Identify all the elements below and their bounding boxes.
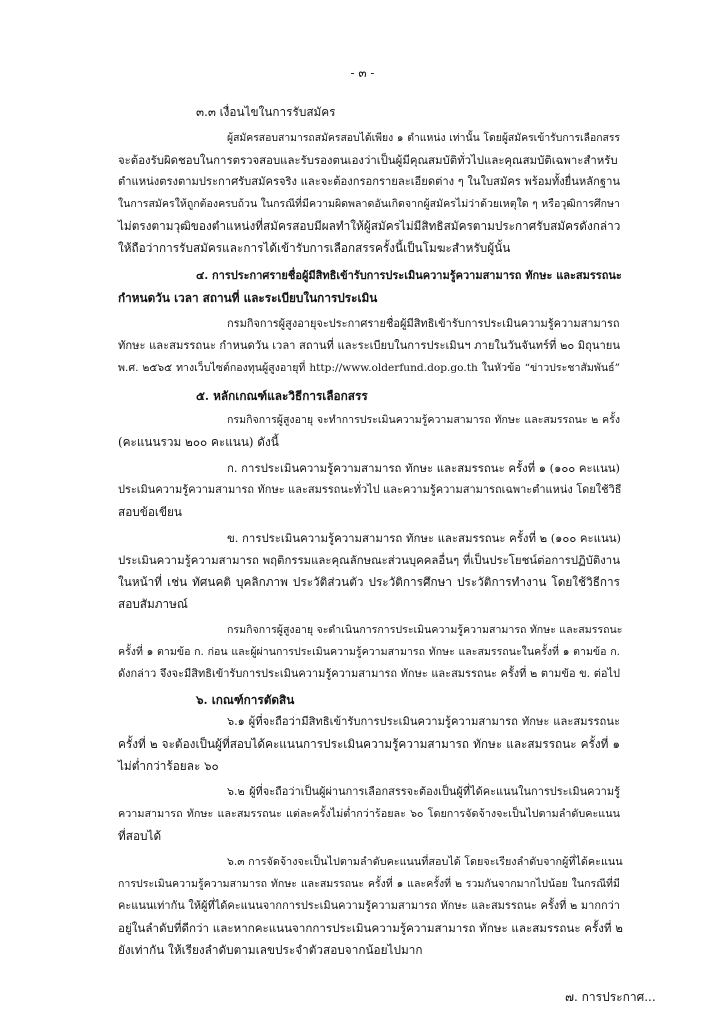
paragraph-line: กรมกิจการผู้สูงอายุ จะทำการประเมินความรู้ความสามารถ ทักษะ และสมรรถนะ ๒ ครั้ง: [227, 414, 620, 426]
paragraph-line: กรมกิจการผู้สูงอายุจะประกาศรายชื่อผู้มีสิทธิเข้ารับการประเมินความรู้ความสามารถ: [227, 317, 620, 330]
paragraph-line: ดังกล่าว จึงจะมีสิทธิเข้ารับการประเมินความรู้ความสามารถ ทักษะ และสมรรถนะ ครั้งที่ ๒ ตามข้อ ข. ต่อไป: [118, 667, 620, 680]
section-5-heading: ๕. หลักเกณฑ์และวิธีการเลือกสรร: [196, 389, 368, 403]
paragraph-line: จะต้องรับผิดชอบในการตรวจสอบและรับรองตนเองว่าเป็นผู้มีคุณสมบัติทั่วไปและคุณสมบัติเฉพาะสำหรับ: [118, 153, 618, 167]
section-3-3-heading: ๓.๓ เงื่อนไขในการรับสมัคร: [196, 105, 336, 119]
paragraph-line: ประเมินความรู้ความสามารถ พฤติกรรมและคุณลักษณะส่วนบุคคลอื่นๆ ที่เป็นประโยชน์ต่อการปฏิบัติงาน: [118, 553, 620, 567]
paragraph-line: (คะแนนรวม ๒๐๐ คะแนน) ดังนี้: [118, 435, 279, 449]
paragraph-line: ในการสมัครให้ถูกต้องครบถ้วน ในกรณีที่มีความผิดพลาดอันเกิดจากผู้สมัครไม่ว่าด้วยเหตุใด ๆ หรือวุฒิการศึกษา: [118, 198, 620, 210]
paragraph-line: ครั้งที่ ๒ จะต้องเป็นผู้ที่สอบได้คะแนนการประเมินความรู้ความสามารถ ทักษะ และสมรรถนะ ครั้งที่ ๑: [118, 737, 620, 751]
paragraph-line: ไม่ต่ำกว่าร้อยละ ๖๐: [118, 759, 219, 773]
paragraph-line: ตำแหน่งตรงตามประกาศรับสมัครจริง และจะต้องกรอกรายละเอียดต่าง ๆ ในใบสมัคร พร้อมทั้งยื่นหลักฐาน: [118, 175, 620, 188]
paragraph-line: ๖.๓ การจัดจ้างจะเป็นไปตามลำดับคะแนนที่สอบได้ โดยจะเรียงลำดับจากผู้ที่ได้คะแนน: [227, 855, 623, 868]
paragraph-line: สอบสัมภาษณ์: [118, 597, 188, 611]
paragraph-line: กรมกิจการผู้สูงอายุ จะดำเนินการการประเมินความรู้ความสามารถ ทักษะ และสมรรถนะ: [227, 624, 623, 636]
paragraph-line: ข. การประเมินความรู้ความสามารถ ทักษะ และสมรรถนะ ครั้งที่ ๒ (๑๐๐ คะแนน): [227, 531, 622, 545]
paragraph-line: ๖.๑ ผู้ที่จะถือว่ามีสิทธิเข้ารับการประเมินความรู้ความสามารถ ทักษะ และสมรรถนะ: [227, 715, 620, 728]
paragraph-line: การประเมินความรู้ความสามารถ ทักษะ และสมรรถนะ ครั้งที่ ๑ และครั้งที่ ๒ รวมกันจากมากไปน้อย ในกรณีที่มี: [118, 878, 620, 890]
paragraph-line: ให้ถือว่าการรับสมัครและการได้เข้ารับการเลือกสรรครั้งนี้เป็นโมฆะสำหรับผู้นั้น: [118, 241, 511, 255]
paragraph-line: ในหน้าที่ เช่น ทัศนคติ บุคลิกภาพ ประวัติส่วนตัว ประวัติการศึกษา ประวัติการทำงาน โดยใช้วิธีการ: [118, 575, 620, 589]
paragraph-line: ความสามารถ ทักษะ และสมรรถนะ แต่ละครั้งไม่ต่ำกว่าร้อยละ ๖๐ โดยการจัดจ้างจะเป็นไปตามลำดับคะแนน: [118, 807, 620, 820]
paragraph-line: ครั้งที่ ๑ ตามข้อ ก. ก่อน และผู้ผ่านการประเมินความรู้ความสามารถ ทักษะ และสมรรถนะในครั้งที่ ๑ ตามข้อ ก.: [118, 646, 620, 658]
section-4-heading: ๔. การประกาศรายชื่อผู้มีสิทธิเข้ารับการประเมินความรู้ความสามารถ ทักษะ และสมรรถนะ: [196, 269, 622, 282]
paragraph-line: คะแนนเท่ากัน ให้ผู้ที่ได้คะแนนจากการประเมินความรู้ความสามารถ ทักษะ และสมรรถนะ ครั้งที่ ๒ มากกว่า: [118, 899, 620, 912]
paragraph-line: ๖.๒ ผู้ที่จะถือว่าเป็นผู้ผ่านการเลือกสรรจะต้องเป็นผู้ที่ได้คะแนนในการประเมินความรู้: [227, 785, 620, 798]
paragraph-line: ประเมินความรู้ความสามารถ ทักษะ และสมรรถนะทั่วไป และความรู้ความสามารถเฉพาะตำแหน่ง โดยใช้วิธี: [118, 483, 622, 496]
paragraph-line: ไม่ตรงตามวุฒิของตำแหน่งที่สมัครสอบมีผลทำให้ผู้สมัครไม่มีสิทธิสมัครตามประกาศรับสมัครดังกล่าว: [118, 219, 621, 233]
section-4-heading-cont: กำหนดวัน เวลา สถานที่ และระเบียบในการประเมิน: [118, 291, 378, 305]
paragraph-line: ทักษะ และสมรรถนะ กำหนดวัน เวลา สถานที่ และระเบียบในการประเมินฯ ภายในวันจันทร์ที่ ๒๐ มิถุนายน: [118, 339, 620, 352]
paragraph-line: ผู้สมัครสอบสามารถสมัครสอบได้เพียง ๑ ตำแหน่ง เท่านั้น โดยผู้สมัครเข้ารับการเลือกสรร: [227, 132, 620, 144]
paragraph-line: สอบข้อเขียน: [118, 505, 182, 519]
paragraph-line: พ.ศ. ๒๕๖๕ ทางเว็บไซต์กองทุนผู้สูงอายุที่ http://www.olderfund.dop.go.th ในหัวข้อ “ข่าวประชาสัมพันธ์”: [118, 362, 620, 374]
paragraph-line: ยังเท่ากัน ให้เรียงลำดับตามเลขประจำตัวสอบจากน้อยไปมาก: [118, 943, 423, 957]
paragraph-line: อยู่ในลำดับที่ดีกว่า และหากคะแนนจากการประเมินความรู้ความสามารถ ทักษะ และสมรรถนะ ครั้งที่ ๒: [118, 921, 623, 935]
paragraph-line: ก. การประเมินความรู้ความสามารถ ทักษะ และสมรรถนะ ครั้งที่ ๑ (๑๐๐ คะแนน): [227, 461, 620, 475]
page-number: - ๓ -: [350, 66, 375, 80]
continuation-footer: ๗. การประกาศ...: [565, 990, 656, 1004]
section-6-heading: ๖. เกณฑ์การตัดสิน: [196, 693, 295, 707]
paragraph-line: ที่สอบได้: [118, 829, 162, 843]
